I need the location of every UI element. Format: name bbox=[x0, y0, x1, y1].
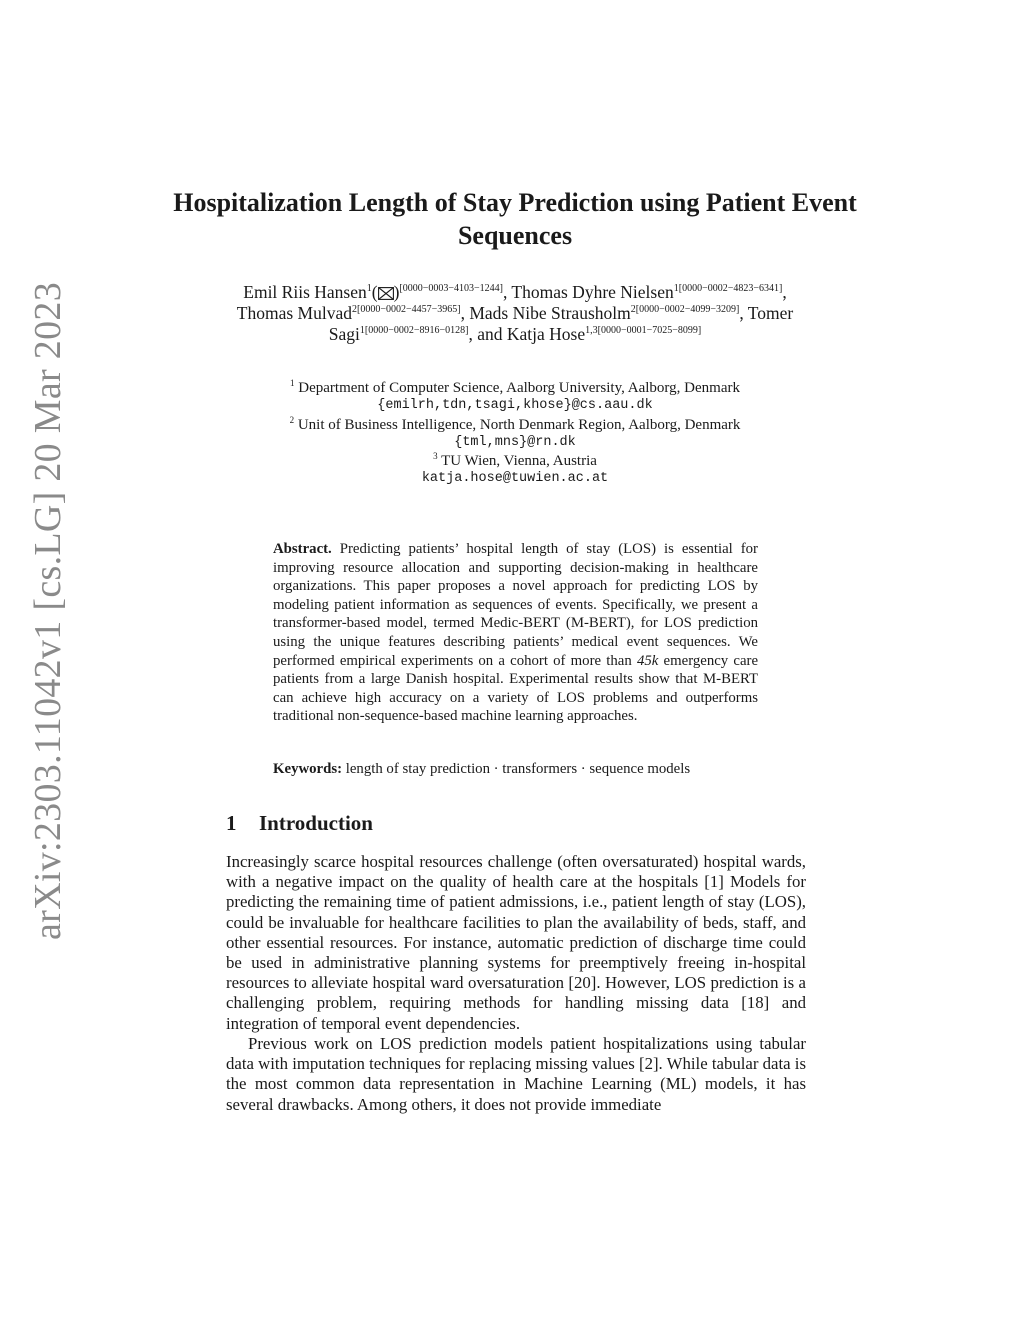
body-paragraph: Increasingly scarce hospital resources challenge (often oversaturated) hospital wards, with a negative impact on the quality of health care at the hospitals [1] Models for predicting the remaining time of patient admissions, i.e., patient length of stay (LOS), could be invaluable for healthcare facilities to plan the availability of beds, staff, and other essential resources. For instance, automatic prediction of discharge time could be used in administrative planning systems for preemptively freeing in-hospital resources to alleviate hospital ward oversaturation [20]. However, LOS prediction is a challenging problem, requiring methods for handling missing data [18] and integration of temporal event dependencies. bbox=[226, 852, 806, 1033]
affiliation-sup: 2 bbox=[289, 414, 295, 425]
affiliation-email: katja.hose@tuwien.ac.at bbox=[421, 471, 609, 487]
author-orcid: [0000−0002−8916−0128] bbox=[364, 325, 469, 336]
abstract-text: Predicting patients’ hospital length of stay (LOS) is essential for improving resource allocation and supporting decision-making in healthcare organizations. This paper proposes a novel approach for predicting LOS by modeling patient information as sequences of events. Specifically, we present a transformer-based model, termed Medic-BERT (M-BERT), for LOS prediction using the unique features describing patients’ medical event sequences. We performed empirical experiments on a cohort of more than bbox=[273, 541, 758, 669]
affiliation-name: TU Wien, Vienna, Austria bbox=[441, 453, 597, 470]
keywords bbox=[273, 760, 773, 779]
keywords-text: length of stay prediction · transformers · sequence models bbox=[345, 761, 691, 777]
section-title: Introduction bbox=[259, 811, 373, 835]
affiliation-sup: 3 bbox=[433, 451, 438, 462]
author-name: Thomas Mulvad bbox=[236, 303, 352, 323]
paper-title: Hospitalization Length of Stay Prediction using Patient Event Sequences bbox=[173, 188, 857, 250]
author-orcid: [0000−0002−4457−3965] bbox=[357, 304, 461, 315]
author-orcid: [0000−0001−7025−8099] bbox=[597, 325, 702, 336]
envelope-icon bbox=[378, 287, 394, 300]
affiliation-list bbox=[220, 379, 810, 489]
affiliation bbox=[220, 452, 810, 470]
author-name: Thomas Dyhre Nielsen bbox=[511, 282, 674, 302]
author-name: Tomer Sagi bbox=[328, 303, 794, 344]
arxiv-identifier: arXiv:2303.11042v1 [cs.LG] 20 Mar 2023 bbox=[27, 282, 69, 940]
affiliation-email: {tml,mns}@rn.dk bbox=[454, 434, 576, 450]
abstract-label: Abstract. bbox=[273, 541, 332, 557]
author-affil-sup: 1 bbox=[366, 283, 372, 294]
author-affil-sup: 1 bbox=[359, 325, 365, 336]
author-orcid: [0000−0002−4099−3209] bbox=[635, 304, 740, 315]
section-number: 1 bbox=[226, 811, 237, 835]
section-heading bbox=[226, 811, 373, 836]
author-orcid: [0000−0002−4823−6341] bbox=[678, 283, 783, 294]
affiliation bbox=[220, 379, 810, 397]
abstract-math: 45k bbox=[636, 652, 659, 669]
author-affil-sup: 2 bbox=[630, 304, 636, 315]
abstract-text-continued: emergency care patients from a large Danish hospital. Experimental results show that M-BERT can achieve high accuracy on a variety of LOS problems and outperforms traditional non-sequence-based machine learning approaches. bbox=[273, 652, 759, 725]
author-affil-sup: 1,3 bbox=[585, 325, 598, 336]
author-conjunction: and bbox=[477, 324, 503, 344]
author-affil-sup: 2 bbox=[352, 304, 357, 315]
affiliation-sup: 1 bbox=[290, 378, 295, 388]
affiliation bbox=[220, 416, 810, 434]
author-name: Katja Hose bbox=[506, 324, 586, 344]
author-orcid: [0000−0003−4103−1244] bbox=[399, 283, 503, 294]
abstract bbox=[273, 540, 758, 726]
body-paragraph: Previous work on LOS prediction models patient hospitalizations using tabular data with imputation techniques for replacing missing values [2]. While tabular data is the most common data representation in Machine Learning (ML) models, it has several drawbacks. Among others, it does not provide immediate bbox=[226, 1034, 806, 1114]
author-name: Emil Riis Hansen bbox=[243, 282, 367, 302]
keywords-label: Keywords: bbox=[273, 761, 343, 777]
author-name: Mads Nibe Strausholm bbox=[469, 303, 631, 323]
author-list: Emil Riis Hansen$^1$( )[0000−0003−4103−1244], Thomas Dyhre Nielsen$^{1[0000-0002-4823-6341]}$, Thomas Mulvad$^{2[0000-0002-4457-3965]}$, Mads Nibe Strausholm$^{2[0000-0002-4099-3209]}$, Tomer Sagi$^{1[0000-0002-8916-0128]}$, and Katja Hose$^{1,3[0000-0001-7025-8099]}$ bbox=[236, 282, 794, 344]
author-affil-sup: 1 bbox=[673, 283, 679, 294]
affiliation-email: {emilrh,tdn,tsagi,khose}@cs.aau.dk bbox=[377, 398, 653, 414]
affiliation-name: Department of Computer Science, Aalborg University, Aalborg, Denmark bbox=[298, 380, 740, 396]
affiliation-name: Unit of Business Intelligence, North Denmark Region, Aalborg, Denmark bbox=[297, 416, 741, 433]
